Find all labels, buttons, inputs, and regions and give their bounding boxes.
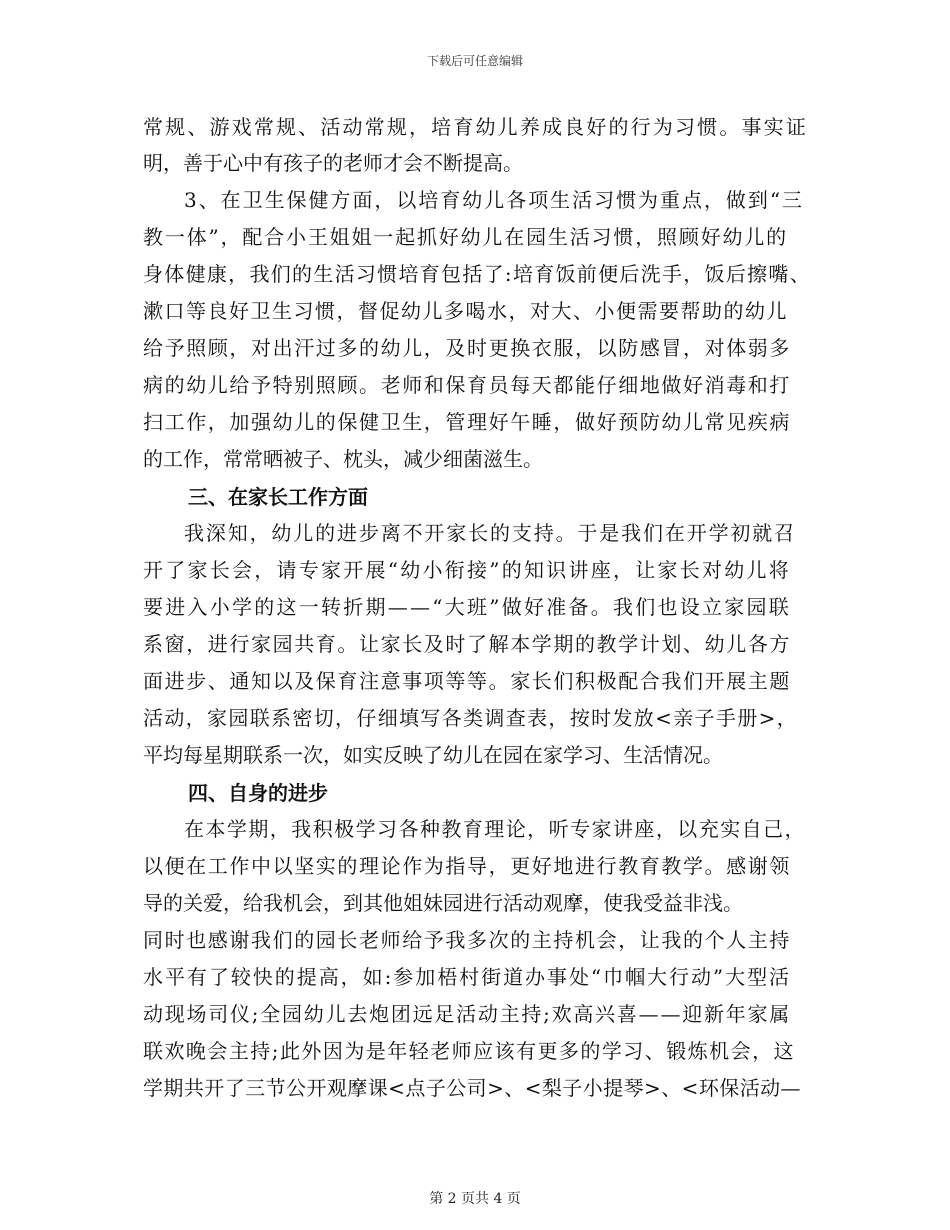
- text-line: 导的关爱，给我机会，到其他姐妹园进行活动观摩，使我受益非浅。: [143, 891, 743, 915]
- text-line: 平均每星期联系一次，如实反映了幼儿在园在家学习、生活情况。: [143, 743, 723, 767]
- text-line: 给予照顾，对出汗过多的幼儿，及时更换衣服，以防感冒，对体弱多: [143, 336, 791, 360]
- text-line: 常规、游戏常规、活动常规，培育幼儿养成良好的行为习惯。事实证: [143, 115, 808, 139]
- text-line: 3、在卫生保健方面，以培育幼儿各项生活习惯为重点，做到“三: [184, 188, 804, 212]
- text-line: 活动，家园联系密切，仔细填写各类调查表，按时发放<亲子手册>，: [143, 706, 798, 730]
- text-line: 动现场司仪;全园幼儿去炮团远足活动主持;欢高兴喜——迎新年家属: [143, 1002, 791, 1026]
- text-line: 教一体”，配合小王姐姐一起抓好幼儿在园生活习惯，照顾好幼儿的: [143, 225, 788, 249]
- section-heading-parent-work: 三、在家长工作方面: [188, 485, 368, 509]
- text-line: 同时也感谢我们的园长老师给予我多次的主持机会，让我的个人主持: [143, 928, 791, 952]
- text-line: 病的幼儿给予特别照顾。老师和保育员每天都能仔细地做好消毒和打: [143, 373, 791, 397]
- text-line: 明，善于心中有孩子的老师才会不断提高。: [143, 151, 523, 175]
- text-line: 的工作，常常晒被子、枕头，减少细菌滋生。: [143, 447, 543, 471]
- text-line: 学期共开了三节公开观摩课<点子公司>、<梨子小提琴>、<环保活动—: [143, 1076, 801, 1100]
- text-line: 开了家长会，请专家开展“幼小衔接”的知识讲座，让家长对幼儿将: [143, 558, 791, 582]
- text-line: 我深知，幼儿的进步离不开家长的支持。于是我们在开学初就召: [184, 521, 796, 545]
- text-line: 系窗，进行家园共育。让家长及时了解本学期的教学计划、幼儿各方: [143, 632, 791, 656]
- text-line: 以便在工作中以坚实的理论作为指导，更好地进行教育教学。感谢领: [143, 854, 791, 878]
- text-line: 在本学期，我积极学习各种教育理论，听专家讲座，以充实自己，: [184, 817, 806, 841]
- page-footer: 第 2 页共 4 页: [429, 1191, 521, 1207]
- text-line: 要进入小学的这一转折期——“大班”做好准备。我们也设立家园联: [143, 595, 791, 619]
- text-line: 联欢晚会主持;此外因为是年轻老师应该有更多的学习、锻炼机会，这: [143, 1039, 795, 1063]
- text-line: 面进步、通知以及保育注意事项等等。家长们积极配合我们开展主题: [143, 669, 791, 693]
- text-line: 扫工作，加强幼儿的保健卫生，管理好午睡，做好预防幼儿常见疾病: [143, 410, 791, 434]
- page-header: 下载后可任意编辑: [426, 54, 523, 68]
- text-line: 水平有了较快的提高，如:参加梧村街道办事处“巾帼大行动”大型活: [143, 965, 791, 989]
- text-line: 漱口等良好卫生习惯，督促幼儿多喝水，对大、小便需要帮助的幼儿: [143, 299, 788, 323]
- section-heading-self-progress: 四、自身的进步: [188, 781, 328, 805]
- text-line: 身体健康，我们的生活习惯培育包括了:培育饭前便后洗手，饭后擦嘴、: [143, 262, 811, 286]
